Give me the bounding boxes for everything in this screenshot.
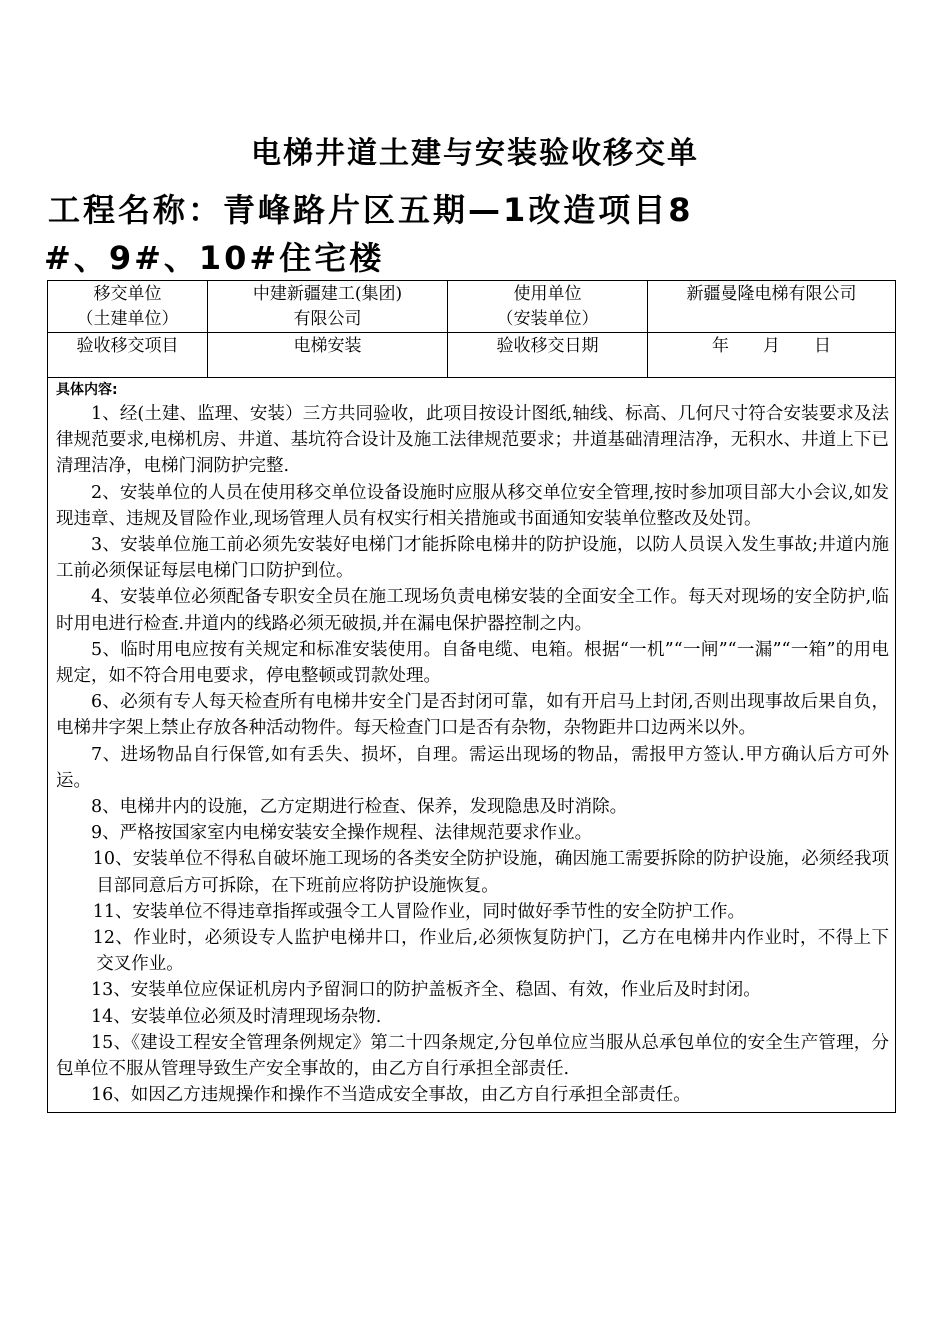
- clause-item: 13、安装单位应保证机房内予留洞口的防护盖板齐全、稳固、有效，作业后及时封闭。: [91, 980, 761, 1001]
- clause-item: 2、安装单位的人员在使用移交单位设备设施时应服从移交单位安全管理,按时参加项目部大小会议,如发现违章、违规及冒险作业,现场管理人员有权实行相关措施或书面通知安装单位整改及处罚。: [56, 482, 889, 529]
- clause-item: 1、经(土建、监理、安装）三方共同验收，此项目按设计图纸,轴线、标高、几何尺寸符合安装要求及法律规范要求,电梯机房、井道、基坑符合设计及施工法律规范要求；井道基础清理洁净，无积水、井道上下已清理洁净，电梯门洞防护完整.: [56, 404, 889, 477]
- document-title: 电梯井道土建与安装验收移交单: [251, 136, 699, 171]
- handover-unit-sublabel: （土建单位）: [76, 309, 179, 329]
- clause-item: 15、《建设工程安全管理条例规定》第二十四条规定,分包单位应当服从总承包单位的安全生产管理，分包单位不服从管理导致生产安全事故的，由乙方自行承担全部责任.: [56, 1032, 889, 1080]
- clause-item: 3、安装单位施工前必须先安装好电梯门才能拆除电梯井的防护设施，以防人员误入发生事故;井道内施工前必须保证每层电梯门口防护到位。: [56, 535, 889, 582]
- clause-item: 14、安装单位必须及时清理现场杂物.: [91, 1006, 382, 1027]
- date-value-cell: [648, 333, 896, 378]
- handover-unit-value-cell: [208, 281, 448, 333]
- user-unit-value: 新疆曼隆电梯有限公司: [686, 284, 857, 304]
- clause-item: 4、安装单位必须配备专职安全员在施工现场负责电梯安装的全面安全工作。每天对现场的安全防护,临时用电进行检查.井道内的线路必须无破损,并在漏电保护器控制之内。: [56, 587, 889, 634]
- clause-list: [56, 401, 895, 1112]
- clause-item: 11、安装单位不得违章指挥或强令工人冒险作业，同时做好季节性的安全防护工作。: [92, 901, 746, 922]
- user-unit-label-cell: [448, 281, 648, 333]
- item-label-cell: [48, 333, 208, 378]
- project-name-line1: 青峰路片区五期—1改造项目8: [223, 191, 694, 229]
- content-label: 具体内容:: [56, 382, 118, 398]
- user-unit-value-cell: [648, 281, 896, 333]
- handover-unit-label: 移交单位: [93, 284, 162, 304]
- project-label: 工程名称：: [48, 191, 224, 229]
- clause-item: 8、电梯井内的设施，乙方定期进行检查、保养，发现隐患及时消除。: [91, 797, 628, 818]
- clause-item: 7、进场物品自行保管,如有丢失、损坏，自理。需运出现场的物品，需报甲方签认.甲方确认后方可外运。: [56, 744, 889, 791]
- clause-item: 6、必须有专人每天检查所有电梯井安全门是否封闭可靠，如有开启马上封闭,否则出现事故后果自负，电梯井字架上禁止存放各种活动物件。每天检查门口是否有杂物，杂物距井口边两米以外。: [56, 692, 889, 739]
- clause-item: 16、如因乙方违规操作和操作不当造成安全事故，由乙方自行承担全部责任。: [91, 1085, 691, 1106]
- handover-table: [47, 280, 896, 1113]
- clause-item: 9、严格按国家室内电梯安装安全操作规程、法律规范要求作业。: [91, 823, 593, 844]
- handover-unit-value-line1: 中建新疆建工(集团): [252, 284, 403, 304]
- content-cell: [48, 378, 896, 1113]
- item-value: 电梯安装: [293, 336, 362, 356]
- clause-item: 10、安装单位不得私自破坏施工现场的各类安全防护设施，确因施工需要拆除的防护设施，必须经我项目部同意后方可拆除，在下班前应将防护设施恢复。: [92, 849, 889, 896]
- clause-item: 5、临时用电应按有关规定和标准安装使用。自备电缆、电箱。根据“一机”“一闸”“一漏”“一箱”的用电规定，如不符合用电要求，停电整顿或罚款处理。: [56, 639, 889, 687]
- item-value-cell: [208, 333, 448, 378]
- user-unit-sublabel: （安装单位）: [496, 309, 599, 329]
- clause-item: 12、作业时，必须设专人监护电梯井口，作业后,必须恢复防护门，乙方在电梯井内作业时，不得上下交叉作业。: [92, 928, 889, 975]
- user-unit-label: 使用单位: [513, 284, 582, 304]
- item-label: 验收移交项目: [76, 336, 179, 356]
- handover-unit-label-cell: [48, 281, 208, 333]
- project-name-line2: #、9#、10#住宅楼: [44, 239, 385, 277]
- project-name: [44, 186, 908, 282]
- date-label: 验收移交日期: [496, 336, 599, 356]
- handover-unit-value-line2: 有限公司: [293, 309, 362, 329]
- date-label-cell: [448, 333, 648, 378]
- date-value: 年 月 日: [712, 336, 831, 356]
